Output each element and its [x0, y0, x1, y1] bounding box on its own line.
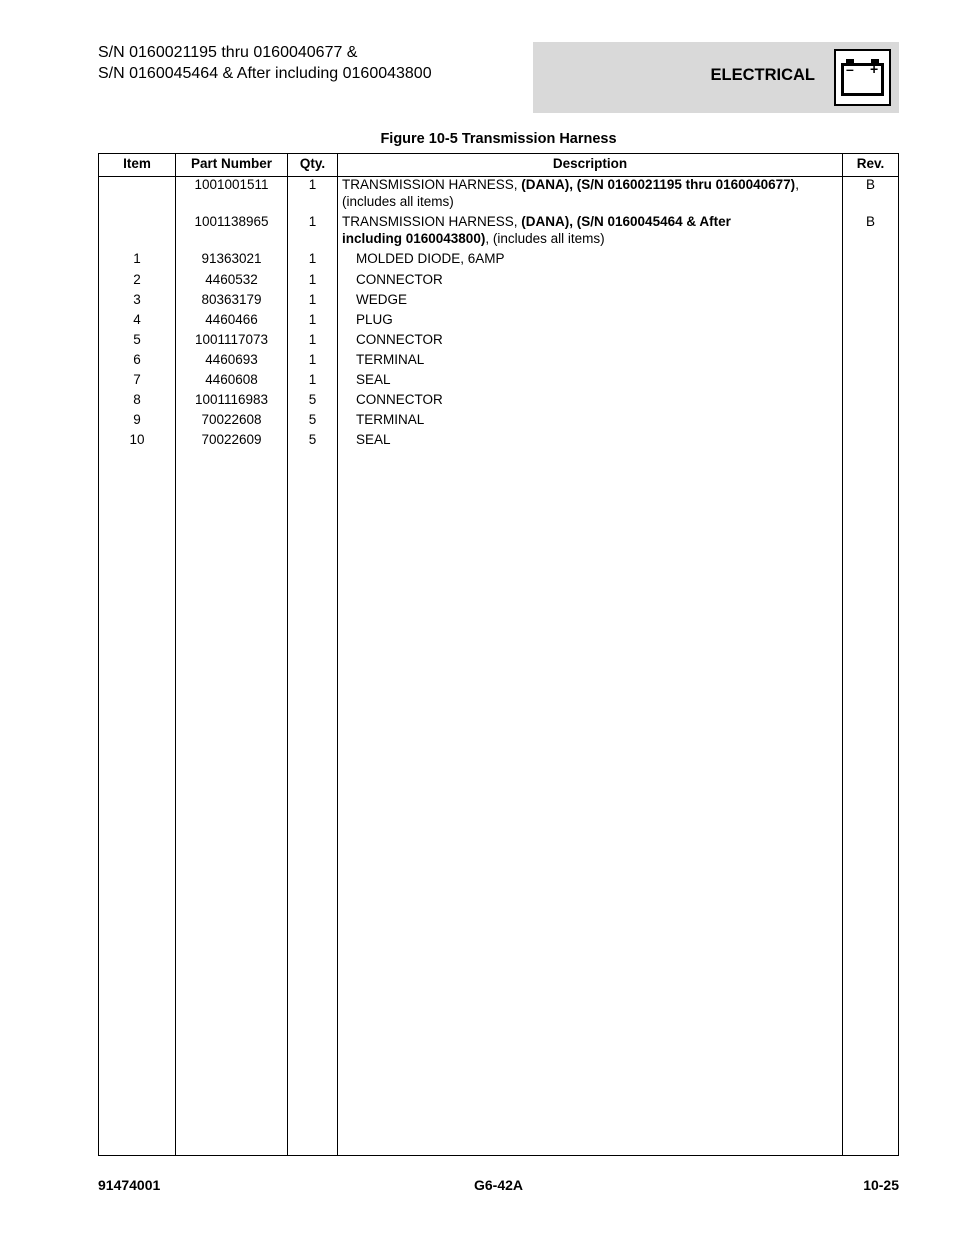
item-number: 3 [133, 292, 141, 307]
description: CONNECTOR [356, 392, 443, 407]
column-header-part-number: Part Number [190, 156, 273, 171]
part-number: 91363021 [201, 251, 262, 266]
description: TRANSMISSION HARNESS, (DANA), (S/N 0160021195 thru 0160040677), (includes all items) [342, 177, 799, 209]
part-number: 70022609 [201, 432, 262, 447]
item-number: 5 [133, 332, 141, 347]
column-divider [337, 154, 338, 1155]
description: TRANSMISSION HARNESS, (DANA), (S/N 0160045464 & After including 0160043800), (includes all items) [342, 214, 731, 246]
quantity: 1 [308, 177, 317, 192]
quantity: 5 [308, 432, 317, 447]
footer-page-number: 10-25 [863, 1177, 899, 1193]
description: SEAL [356, 372, 391, 387]
item-number: 6 [133, 352, 141, 367]
battery-icon [834, 49, 891, 106]
description: WEDGE [356, 292, 408, 307]
item-number: 2 [133, 272, 141, 287]
column-header-item: Item [123, 156, 151, 171]
part-number: 4460466 [205, 312, 258, 327]
column-header-qty: Qty. [299, 156, 326, 171]
serial-line-2: S/N 0160045464 & After including 0160043800 [98, 65, 432, 82]
item-number: 10 [129, 432, 145, 447]
quantity: 1 [308, 352, 317, 367]
revision: B [865, 177, 875, 192]
battery-minus: – [846, 61, 854, 77]
serial-line-1: S/N 0160021195 thru 0160040677 & [98, 44, 358, 61]
part-number: 1001116983 [194, 392, 269, 407]
item-number: 4 [133, 312, 141, 327]
item-number: 1 [133, 251, 141, 266]
footer-document-number: 91474001 [98, 1177, 161, 1193]
quantity: 1 [308, 372, 317, 387]
part-number: 4460608 [205, 372, 258, 387]
part-number: 4460693 [205, 352, 258, 367]
part-number: 4460532 [205, 272, 258, 287]
quantity: 1 [308, 214, 317, 229]
quantity: 5 [308, 412, 317, 427]
quantity: 1 [308, 332, 317, 347]
description: SEAL [356, 432, 391, 447]
quantity: 1 [308, 251, 317, 266]
description: TERMINAL [356, 352, 425, 367]
revision: B [865, 214, 875, 229]
part-number: 1001117073 [194, 332, 269, 347]
item-number: 7 [133, 372, 141, 387]
description: CONNECTOR [356, 332, 443, 347]
description: TERMINAL [356, 412, 425, 427]
quantity: 1 [308, 292, 317, 307]
section-header [533, 42, 899, 113]
column-header-rev: Rev. [856, 156, 885, 171]
part-number: 80363179 [201, 292, 262, 307]
description: CONNECTOR [356, 272, 443, 287]
part-number: 1001138965 [194, 214, 269, 229]
description: PLUG [356, 312, 393, 327]
quantity: 1 [308, 312, 317, 327]
column-header-description: Description [552, 156, 628, 171]
footer-model: G6-42A [473, 1177, 524, 1193]
parts-table [98, 153, 899, 1156]
item-number: 9 [133, 412, 141, 427]
quantity: 5 [308, 392, 317, 407]
figure-title: Figure 10-5 Transmission Harness [380, 131, 617, 147]
description: MOLDED DIODE, 6AMP [356, 251, 505, 266]
quantity: 1 [308, 272, 317, 287]
serial-number-range [98, 42, 432, 84]
battery-plus: + [870, 61, 879, 77]
part-number: 70022608 [201, 412, 262, 427]
section-label: ELECTRICAL [710, 66, 815, 84]
item-number: 8 [133, 392, 141, 407]
part-number: 1001001511 [194, 177, 269, 192]
